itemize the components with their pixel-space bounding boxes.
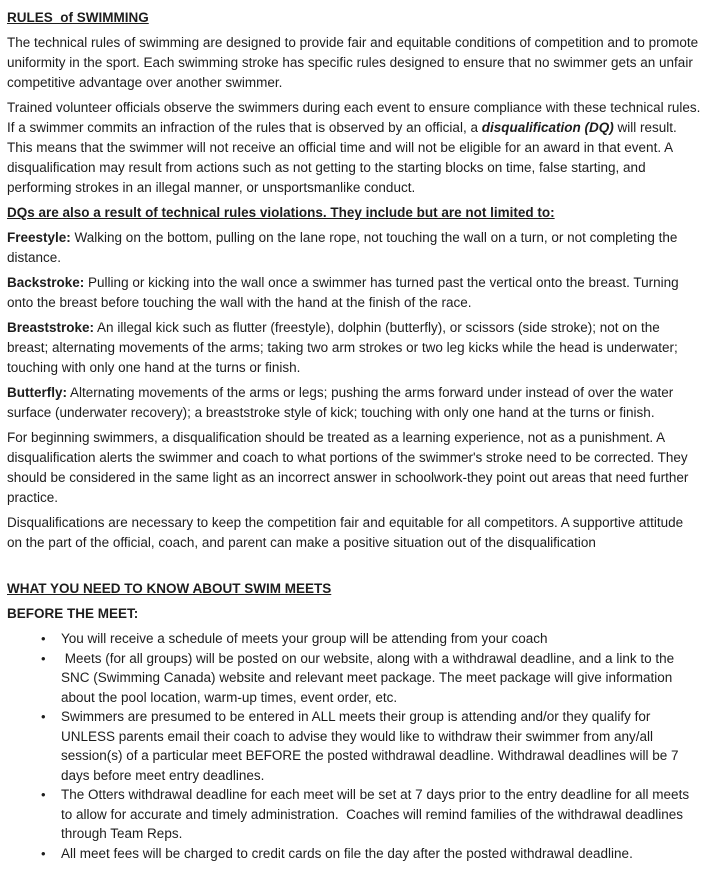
closing-paragraph-2: Disqualifications are necessary to keep the competition fair and equitable for all competitors. A supportive attitude on the part of the official, coach, and parent can make a positive situation out of the disqualification [7,515,687,550]
stroke-rule-freestyle [7,228,701,268]
list-item-meet-fees [41,844,701,864]
list-item-presumed-entered [41,707,701,785]
stroke-term-backstroke: Backstroke: [7,275,85,290]
list-item-meets-posted [41,649,701,708]
stroke-rule-butterfly [7,383,701,423]
stroke-rule-breaststroke [7,318,701,378]
before-meet-list [7,629,701,863]
list-item-text: You will receive a schedule of meets your group will be attending from your coach [61,631,548,646]
list-item-text: Swimmers are presumed to be entered in ALL meets their group is attending and/or they qualify for UNLESS parents email their coach to advise they would like to withdraw their swimmer from any/all session(s) of a particular meet BEFORE the posted withdrawal deadline. Withdrawal deadlines will be 7 days before meet entry deadlines. [61,709,683,783]
stroke-text-breaststroke: An illegal kick such as flutter (freestyle), dolphin (butterfly), or scissors (side stroke); not on the breast; alternating movements of the arms; taking two arm strokes or two leg kicks while the head is underwater; touching with only one hand at the turns or finish. [7,320,682,375]
list-item-text: Meets (for all groups) will be posted on our website, along with a withdrawal deadline, and a link to the SNC (Swimming Canada) website and relevant meet package. The meet package will give information about the pool location, warm-up times, event order, etc. [61,650,678,705]
list-item-text: All meet fees will be charged to credit cards on file the day after the posted withdrawal deadline. [61,845,633,861]
intro-p2-text-before: Trained volunteer officials observe the swimmers during each event to ensure compliance with these technical rules. If a swimmer commits an infraction of the rules that is observed by an official, a [7,100,705,135]
bullet-icon: • [41,845,46,861]
before-the-meet-heading: BEFORE THE MEET: [7,606,139,621]
stroke-term-breaststroke: Breaststroke: [7,320,95,335]
stroke-text-backstroke: Pulling or kicking into the wall once a swimmer has turned past the vertical onto the breast. Turning onto the breast before touching the wall with the hand at the finish of the race. [7,275,683,310]
bullet-icon: • [41,650,46,666]
stroke-term-freestyle: Freestyle: [7,230,71,245]
closing-paragraph-1: For beginning swimmers, a disqualification should be treated as a learning experience, not as a punishment. A disqualification alerts the swimmer and coach to what portions of the swimmer's stroke need to be corrected. They should be considered in the same light as an incorrect answer in schoolwork-they point out areas that need further practice. [7,430,693,505]
intro-p2-text-after: will result. This means that the swimmer will not receive an official time and will not be eligible for an award in that event. A disqualification may result from actions such as not getting to the starting blocks on time, false starting, and performing strokes in an illegal manner, or unsportsmanlike conduct. [7,120,681,195]
stroke-term-butterfly: Butterfly: [7,385,67,400]
list-item-schedule [41,629,701,649]
stroke-rule-backstroke [7,273,701,313]
bullet-icon: • [41,787,46,802]
bullet-icon: • [41,631,46,646]
page-title: RULES of SWIMMING [7,10,149,25]
swim-meets-heading: WHAT YOU NEED TO KNOW ABOUT SWIM MEETS [7,581,332,596]
intro-paragraph-2 [7,98,705,198]
list-item-otters-deadline [41,785,701,844]
list-item-text: The Otters withdrawal deadline for each meet will be set at 7 days prior to the entry deadline for all meets to allow for accurate and timely administration. Coaches will remind families of the withdrawal deadlines through Team Reps. [61,787,693,841]
bullet-icon: • [41,709,46,724]
intro-paragraph-1: The technical rules of swimming are designed to provide fair and equitable conditions of competition and to promote uniformity in the sport. Each swimming stroke has specific rules designed to ensure that no swimmer gets an unfair competitive advantage over another swimmer. [7,35,702,90]
stroke-text-butterfly: Alternating movements of the arms or legs; pushing the arms forward under instead of over the water surface (underwater recovery); a breaststroke style of kick; touching with only one hand at the turns or finish. [7,385,678,420]
dq-violations-heading: DQs are also a result of technical rules violations. They include but are not limited to: [7,205,555,220]
stroke-text-freestyle: Walking on the bottom, pulling on the lane rope, not touching the wall on a turn, or not completing the distance. [7,230,682,265]
disqualification-term: disqualification (DQ) [481,120,614,135]
